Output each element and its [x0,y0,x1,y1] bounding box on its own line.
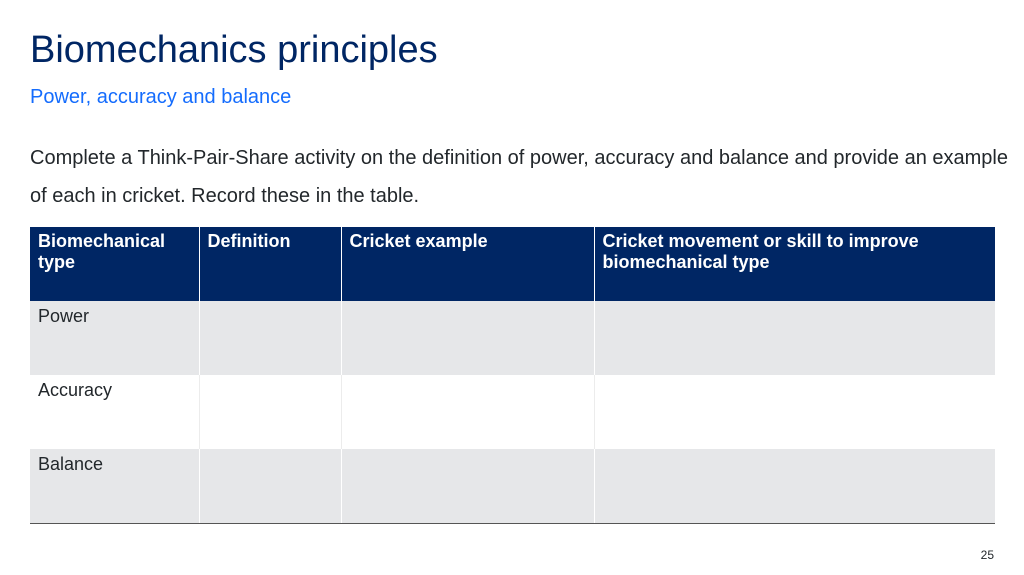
header-definition: Definition [199,227,341,301]
biomechanics-table [30,227,995,524]
balance-definition-cell[interactable] [199,449,341,524]
table-row-balance [30,449,995,524]
accuracy-movement-cell[interactable] [594,375,995,449]
header-biomechanical-type: Biomechanical type [30,227,199,301]
row-label-accuracy: Accuracy [30,375,199,449]
page-number: 25 [980,548,994,562]
power-definition-cell[interactable] [199,301,341,375]
activity-instructions: Complete a Think-Pair-Share activity on the definition of power, accuracy and balance and provide an example of each in cricket. Record these in the table. [30,147,1008,207]
power-movement-cell[interactable] [594,301,995,375]
table-header-row [30,227,995,301]
accuracy-example-cell[interactable] [341,375,594,449]
power-example-cell[interactable] [341,301,594,375]
balance-movement-cell[interactable] [594,449,995,524]
header-cricket-example: Cricket example [341,227,594,301]
balance-example-cell[interactable] [341,449,594,524]
accuracy-definition-cell[interactable] [199,375,341,449]
slide-title: Biomechanics principles [30,29,438,71]
row-label-balance: Balance [30,449,199,524]
row-label-power: Power [30,301,199,375]
table-row-accuracy [30,375,995,449]
header-cricket-movement: Cricket movement or skill to improve biomechanical type [594,227,995,301]
table-row-power [30,301,995,375]
slide-subtitle: Power, accuracy and balance [30,86,292,108]
